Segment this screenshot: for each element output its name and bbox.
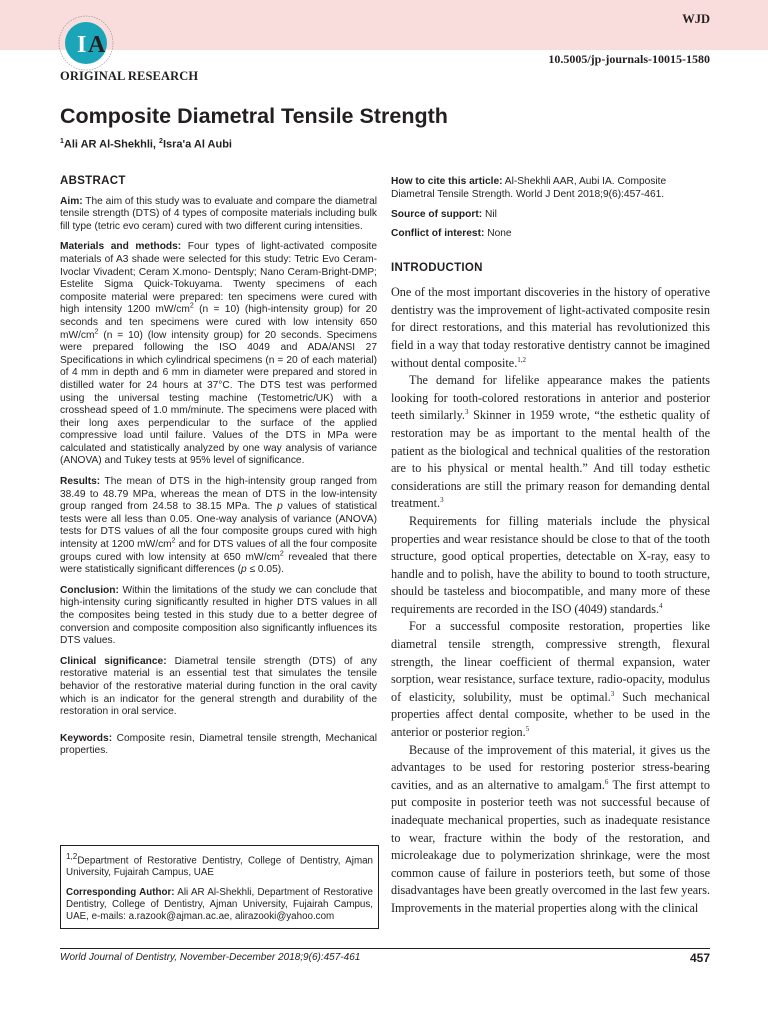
author-2-sup: 2 bbox=[159, 138, 163, 145]
support-text: Nil bbox=[482, 209, 497, 220]
intro-paragraph-2 bbox=[391, 372, 710, 513]
author-1-sup: 1 bbox=[60, 138, 64, 145]
results-text-4: revealed that there were statistically significant differences ( bbox=[60, 551, 377, 576]
results-text-5: ≤ 0.05). bbox=[246, 564, 284, 576]
results-sup-2: 2 bbox=[279, 550, 284, 558]
footer-rule bbox=[60, 948, 710, 949]
cite-text: Al-Shekhli AAR, Aubi IA. Composite Diametral Tensile Strength. World J Dent 2018;9(6):457-461. bbox=[391, 176, 667, 200]
how-to-cite bbox=[391, 175, 710, 201]
affiliation-box bbox=[60, 845, 379, 929]
affiliation-dept-text: Department of Restorative Dentistry, College of Dentistry, Ajman University, Fujairah Campus, UAE bbox=[66, 855, 373, 879]
intro-p3-sup: 4 bbox=[659, 601, 663, 610]
author-1-name: Ali AR Al-Shekhli, bbox=[63, 138, 160, 151]
intro-p2-text-a: The demand for lifelike appearance makes the patients looking for tooth-colored restorations in anterior and posterior teeth similarly. bbox=[391, 373, 710, 423]
intro-p5-text-a: Because of the improvement of this material, it gives us the advantages to be used for restoring posterior stress-bearing cavities, and as an alternative to amalgam. bbox=[391, 742, 710, 792]
conflict-text: None bbox=[484, 227, 512, 239]
results-text-1: The mean of DTS in the high-intensity group ranged from 38.49 to 48.79 MPa, whereas the mean of DTS in the low-intensity group ranged from 24.58 to 38.15 MPa. The bbox=[60, 476, 377, 513]
intro-p5-text-b: The first attempt to put composite in posterior teeth was not successful because of inadequate mechanical properties, such as inadequate resistance to wear, fracture within the body of the restoration, and microleakage due to polymerization shrinkage, were the most common cause of failure in posteriors teeth, but some of those disadvantages have been greatly overcomed in the last few years. Improvements in the material properties along with the clinical bbox=[391, 777, 710, 915]
abstract-heading: ABSTRACT bbox=[60, 175, 126, 187]
body-column bbox=[391, 175, 710, 918]
results-sup-1: 2 bbox=[171, 537, 176, 545]
intro-p5-sup: 6 bbox=[604, 777, 609, 786]
article-title: Composite Diametral Tensile Strength bbox=[60, 104, 448, 128]
clinical-text: Diametral tensile strength (DTS) of any restorative material is an essential test that simulates the tensile behavior of the restorative material during function in the oral cavity which is an indicator for the general strength and durability of the restoration in oral service. bbox=[60, 655, 377, 718]
abstract-results bbox=[60, 476, 377, 577]
intro-p2-sup-2: 3 bbox=[440, 496, 444, 505]
intro-paragraph-5 bbox=[391, 742, 710, 918]
cite-label: How to cite this article: bbox=[391, 176, 503, 187]
aim-text: The aim of this study was to evaluate and compare the diametral tensile strength (DTS) of 4 types of composite materials including bulk fill type (tetric evo ceram) cured with two different curing intensities. bbox=[60, 195, 377, 232]
abstract-aim bbox=[60, 196, 377, 234]
corr-label: Corresponding Author: bbox=[66, 886, 175, 898]
methods-label: Materials and methods: bbox=[60, 241, 182, 253]
conclusion-text: Within the limitations of the study we can conclude that high-intensity curing significantly resulted in higher DTS values in all the composites being tested in this study due to a better degree of conversion and composite composition also significantly influences its DTS values. bbox=[60, 584, 377, 647]
intro-p3-text: Requirements for filling materials include the physical properties and wear resistance should be close to that of the tooth structure, good optical properties, detectable on X-ray, easy to handle and to polish, have the ability to bound to tooth structure, should be tasteless and biocompatible, and many more of these requirements are recorded in the ISO (4049) standards. bbox=[391, 513, 710, 616]
keywords-label: Keywords: bbox=[60, 732, 113, 744]
abstract-methods bbox=[60, 241, 377, 468]
conclusion-label: Conclusion: bbox=[60, 584, 119, 596]
methods-text-1: Four types of light-activated composite materials of A3 shade were selected for this study: Tetric Evo Ceram-Ivoclar Vivadent; Ceram X.mono- Dentsply; Nano Ceram-Bright-DMP; Estelite Sigma Quick-Tokuyama. Twenty specimens of each composite material were prepared: ten specimens were cured with high intensity 1200 mW/cm bbox=[60, 241, 377, 316]
intro-p1-text: One of the most important discoveries in the history of operative dentistry was the improvement of light-activated composite resin for direct restorations, and this material has revolutionized this field in a way that today restorative dentistry cannot be imagined without dental composite. bbox=[391, 285, 710, 370]
intro-paragraph-3 bbox=[391, 513, 710, 619]
footer-citation: World Journal of Dentistry, November-December 2018;9(6):457-461 bbox=[60, 952, 361, 963]
methods-text-3: (n = 10) (low intensity group) for 20 seconds. Specimens were prepared following the ISO 4049 and ADA/ANSI 27 Specifications in which cylindrical specimens (n = 20 of each material) of 4 mm in depth and 6 mm in diameter were prepared and stored in distilled water for 24 hours at 37°C. The DTS test was performed using the universal testing machine (Testometric/UK) with a crosshead speed of 1.0 mm/minute. The specimens were placed with their long axes perpendicular to the surface of the applied compressive load until failure. Values of the DTS in MPa were calculated and statistically analyzed by one way analysis of variance (ANOVA) and Tukey tests at 95% level of significance. bbox=[60, 329, 377, 467]
keywords-text: Composite resin, Diametral tensile strength, Mechanical properties. bbox=[60, 732, 377, 757]
journal-logo bbox=[57, 13, 115, 73]
conflict-label: Conflict of interest: bbox=[391, 227, 485, 239]
section-label: ORIGINAL RESEARCH bbox=[60, 69, 199, 83]
methods-text-2: (n = 10) (high-intensity group) for 20 seconds and ten specimens were cured with low intensity 650 mW/cm bbox=[60, 304, 377, 341]
page-number: 457 bbox=[689, 951, 710, 965]
results-p-symbol: p bbox=[277, 501, 283, 513]
intro-p4-text-a: For a successful composite restoration, properties like diametral tensile strength, compressive strength, flexural strength, the linear coefficient of thermal expansion, water sorption, wear resistance, surface texture, radio-opacity, modulus of elasticity, solubility, must be optimal. bbox=[391, 619, 710, 704]
intro-p2-sup-1: 3 bbox=[464, 408, 469, 417]
methods-sup-1: 2 bbox=[189, 302, 194, 310]
intro-p4-text-b: Such mechanical properties affect dental composite, whether to be used in the anterior or posterior region. bbox=[391, 689, 710, 740]
affiliation-sup: 1,2 bbox=[66, 852, 78, 861]
intro-paragraph-4 bbox=[391, 618, 710, 741]
results-label: Results: bbox=[60, 476, 101, 488]
logo-text-a: A bbox=[88, 32, 106, 58]
abstract-column bbox=[60, 175, 377, 766]
corresponding-author bbox=[66, 887, 373, 924]
doi: 10.5005/jp-journals-10015-1580 bbox=[548, 52, 710, 66]
source-of-support bbox=[391, 209, 710, 222]
introduction-heading: INTRODUCTION bbox=[391, 262, 483, 275]
intro-paragraph-1 bbox=[391, 284, 710, 372]
intro-p2-text-b: Skinner in 1959 wrote, “the esthetic quality of restoration may be as important to the mental health of the patient as the biological and technical qualities of the restoration are to his physical or mental health.” And till today esthetic considerations are still the primary reason for demanding dental treatment. bbox=[391, 408, 710, 511]
abstract-clinical bbox=[60, 656, 377, 719]
intro-p4-sup-2: 5 bbox=[525, 724, 530, 733]
introduction-body bbox=[391, 284, 710, 917]
logo-text-i: I bbox=[77, 32, 87, 58]
intro-p1-sup: 1,2 bbox=[517, 355, 527, 364]
aim-label: Aim: bbox=[60, 195, 83, 207]
intro-p4-sup-1: 3 bbox=[610, 689, 615, 698]
corr-text: Ali AR Al-Shekhli, Department of Restorative Dentistry, College of Dentistry, Ajman University, Fujairah Campus, UAE, e-mails: a.razook@ajman.ac.ae, alirazooki@yahoo.com bbox=[66, 886, 374, 923]
abstract-conclusion bbox=[60, 585, 377, 648]
results-text-3: and for DTS values of all the four composite groups cured with low intensity at 650 mW/cm bbox=[60, 539, 377, 563]
journal-abbreviation: WJD bbox=[682, 12, 710, 26]
affiliation-dept bbox=[66, 851, 373, 880]
clinical-label: Clinical significance: bbox=[60, 655, 167, 667]
author-2-name: Isra'a Al Aubi bbox=[162, 138, 232, 151]
authors bbox=[60, 138, 232, 151]
header-band bbox=[0, 0, 768, 50]
support-label: Source of support: bbox=[391, 209, 483, 220]
abstract-keywords bbox=[60, 733, 377, 758]
results-text-2: values of statistical tests were all less than 0.05. One-way analysis of variance (ANOVA) tests for DTS values of all the four composite groups cured with high intensity at 1200 mW/cm bbox=[60, 501, 377, 551]
methods-sup-2: 2 bbox=[94, 328, 99, 336]
conflict-of-interest bbox=[391, 228, 710, 241]
results-p-symbol-2: p bbox=[241, 564, 247, 576]
